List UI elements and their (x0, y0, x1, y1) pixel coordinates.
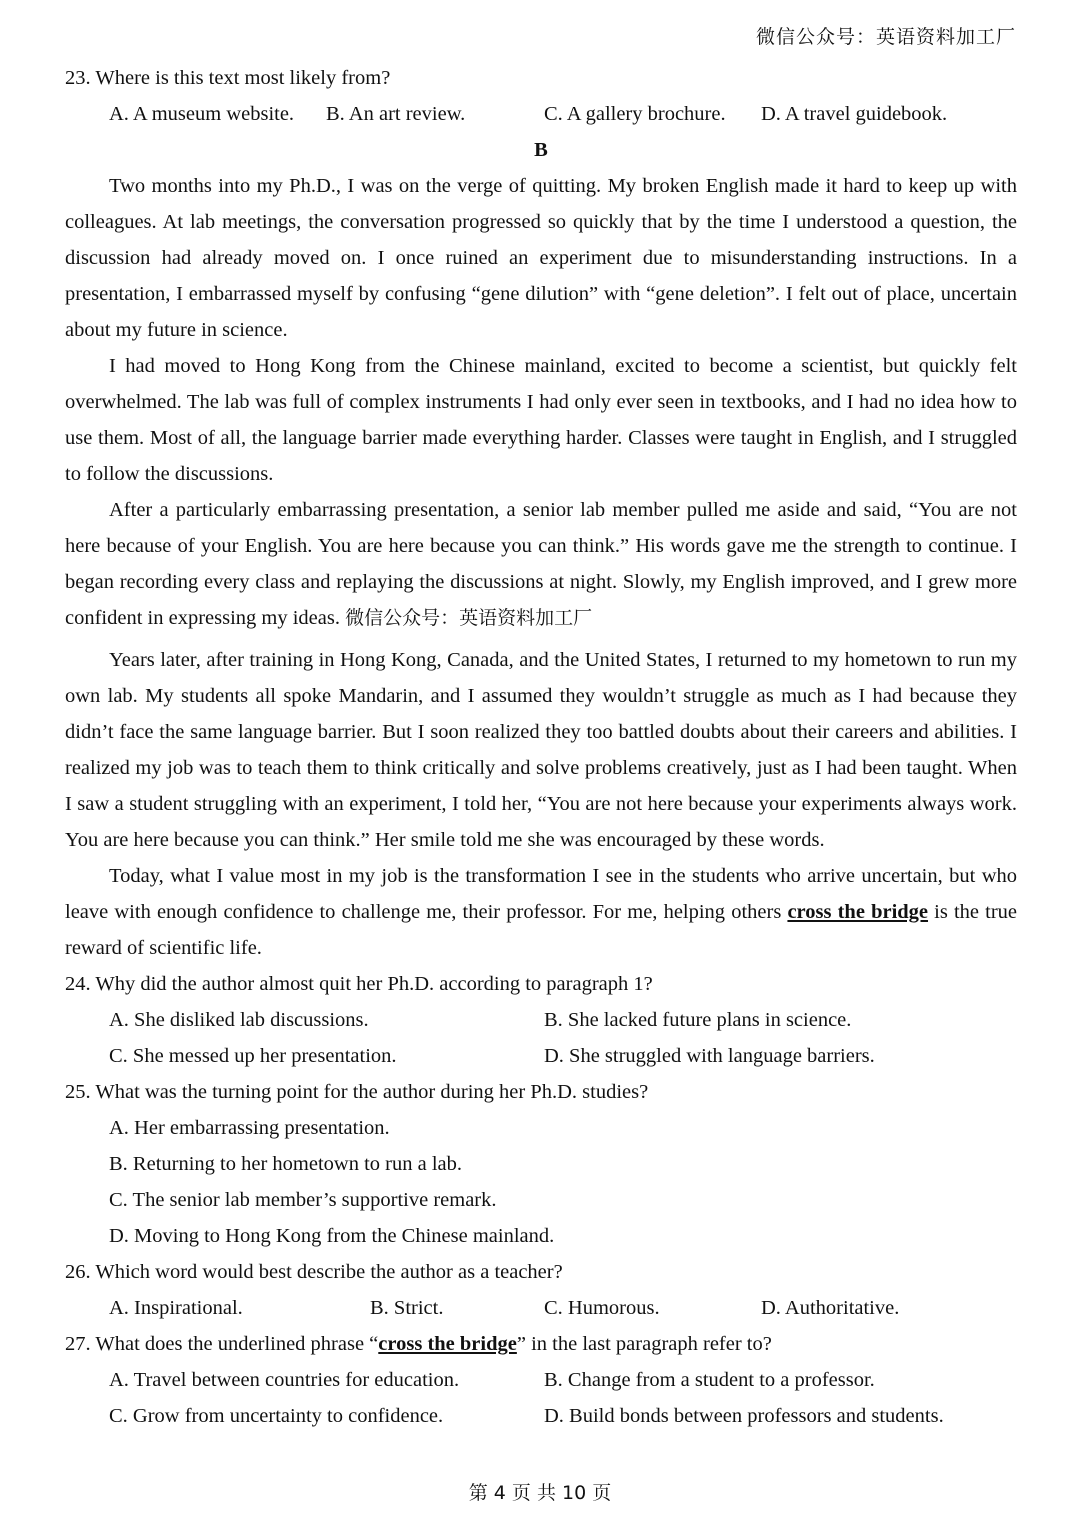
option-b: B. She lacked future plans in science. (544, 1009, 852, 1031)
question-26-options (65, 1290, 1017, 1326)
passage-paragraph-5 (65, 858, 1017, 966)
option-d: D. Build bonds between professors and students. (544, 1405, 944, 1427)
question-27 (65, 1326, 1017, 1362)
underlined-phrase: cross the bridge (787, 901, 929, 923)
question-27-options-row-2 (65, 1398, 1017, 1434)
paragraph-5-text-before: Today, what I value most in my job is the transformation I see in the students who arrive uncertain, but who leave with enough confidence to challenge me, their professor. For me, helping others (65, 865, 1017, 923)
option-c: C. Grow from uncertainty to confidence. (109, 1405, 444, 1427)
option-a: A. She disliked lab discussions. (109, 1009, 369, 1031)
option-a: A. Inspirational. (109, 1297, 243, 1319)
option-a: A. Her embarrassing presentation. (109, 1117, 390, 1139)
option-b: B. An art review. (326, 103, 466, 125)
question-27-options-row-1 (65, 1362, 1017, 1398)
question-26: 26. Which word would best describe the author as a teacher? (65, 1261, 563, 1283)
inline-watermark: 微信公众号：英语资料加工厂 (345, 607, 593, 629)
option-c: C. The senior lab member’s supportive remark. (109, 1189, 497, 1211)
option-b: B. Change from a student to a professor. (544, 1369, 875, 1391)
option-b: B. Returning to her hometown to run a lab. (109, 1153, 462, 1175)
question-24-options-row-1 (65, 1002, 1017, 1038)
option-a: A. Travel between countries for education. (109, 1369, 460, 1391)
page-number: 第 4 页 共 10 页 (468, 1482, 612, 1504)
passage-paragraph-1: Two months into my Ph.D., I was on the verge of quitting. My broken English made it hard to keep up with colleagues. At lab meetings, the conversation progressed so quickly that by the time I understood a question, the discussion had already moved on. I once ruined an experiment due to misunderstanding instructions. In a presentation, I embarrassed myself by confusing “gene dilution” with “gene deletion”. I felt out of place, uncertain about my future in science. (65, 175, 1017, 341)
option-d: D. Moving to Hong Kong from the Chinese mainland. (109, 1225, 555, 1247)
question-24: 24. Why did the author almost quit her Ph.D. according to paragraph 1? (65, 973, 653, 995)
document-body (65, 60, 1017, 1434)
option-b: B. Strict. (370, 1297, 444, 1319)
question-27-text-after: ” in the last paragraph refer to? (516, 1333, 772, 1355)
header-watermark: 微信公众号：英语资料加工厂 (755, 27, 1016, 48)
question-27-text-before: 27. What does the underlined phrase “ (65, 1333, 379, 1355)
passage-paragraph-3 (65, 492, 1017, 636)
question-25: 25. What was the turning point for the author during her Ph.D. studies? (65, 1081, 649, 1103)
passage-paragraph-2: I had moved to Hong Kong from the Chinese mainland, excited to become a scientist, but quickly felt overwhelmed. The lab was full of complex instruments I had only ever seen in textbooks, and I had no idea how to use them. Most of all, the language barrier made everything harder. Classes were taught in English, and I struggled to follow the discussions. (65, 355, 1017, 485)
question-23: 23. Where is this text most likely from? (65, 67, 391, 89)
question-24-options-row-2 (65, 1038, 1017, 1074)
question-23-options (65, 96, 1017, 132)
paragraph-5-text-after: is the true reward of scientific life. (65, 901, 1018, 959)
option-d: D. A travel guidebook. (761, 103, 948, 125)
option-d: D. She struggled with language barriers. (544, 1045, 875, 1067)
section-title: B (534, 139, 548, 161)
underlined-phrase: cross the bridge (378, 1333, 517, 1355)
option-c: C. A gallery brochure. (544, 103, 726, 125)
option-d: D. Authoritative. (761, 1297, 900, 1319)
passage-paragraph-4: Years later, after training in Hong Kong, Canada, and the United States, I returned to my hometown to run my own lab. My students all spoke Mandarin, and I assumed they wouldn’t struggle as much as I had because they didn’t face the same language barrier. But I soon realized they too battled doubts about their careers and abilities. I realized my job was to teach them to think critically and solve problems creatively, just as I had been taught. When I saw a student struggling with an experiment, I told her, “You are not here because your experiments always work. You are here because you can think.” Her smile told me she was encouraged by these words. (65, 649, 1017, 851)
option-a: A. A museum website. (109, 103, 295, 125)
option-c: C. She messed up her presentation. (109, 1045, 397, 1067)
paragraph-3-text: After a particularly embarrassing presentation, a senior lab member pulled me aside and said, “You are not here because of your English. You are here because you can think.” His words gave me the strength to continue. I began recording every class and replaying the discussions at night. Slowly, my English improved, and I grew more confident in expressing my ideas. (65, 499, 1017, 629)
option-c: C. Humorous. (544, 1297, 660, 1319)
